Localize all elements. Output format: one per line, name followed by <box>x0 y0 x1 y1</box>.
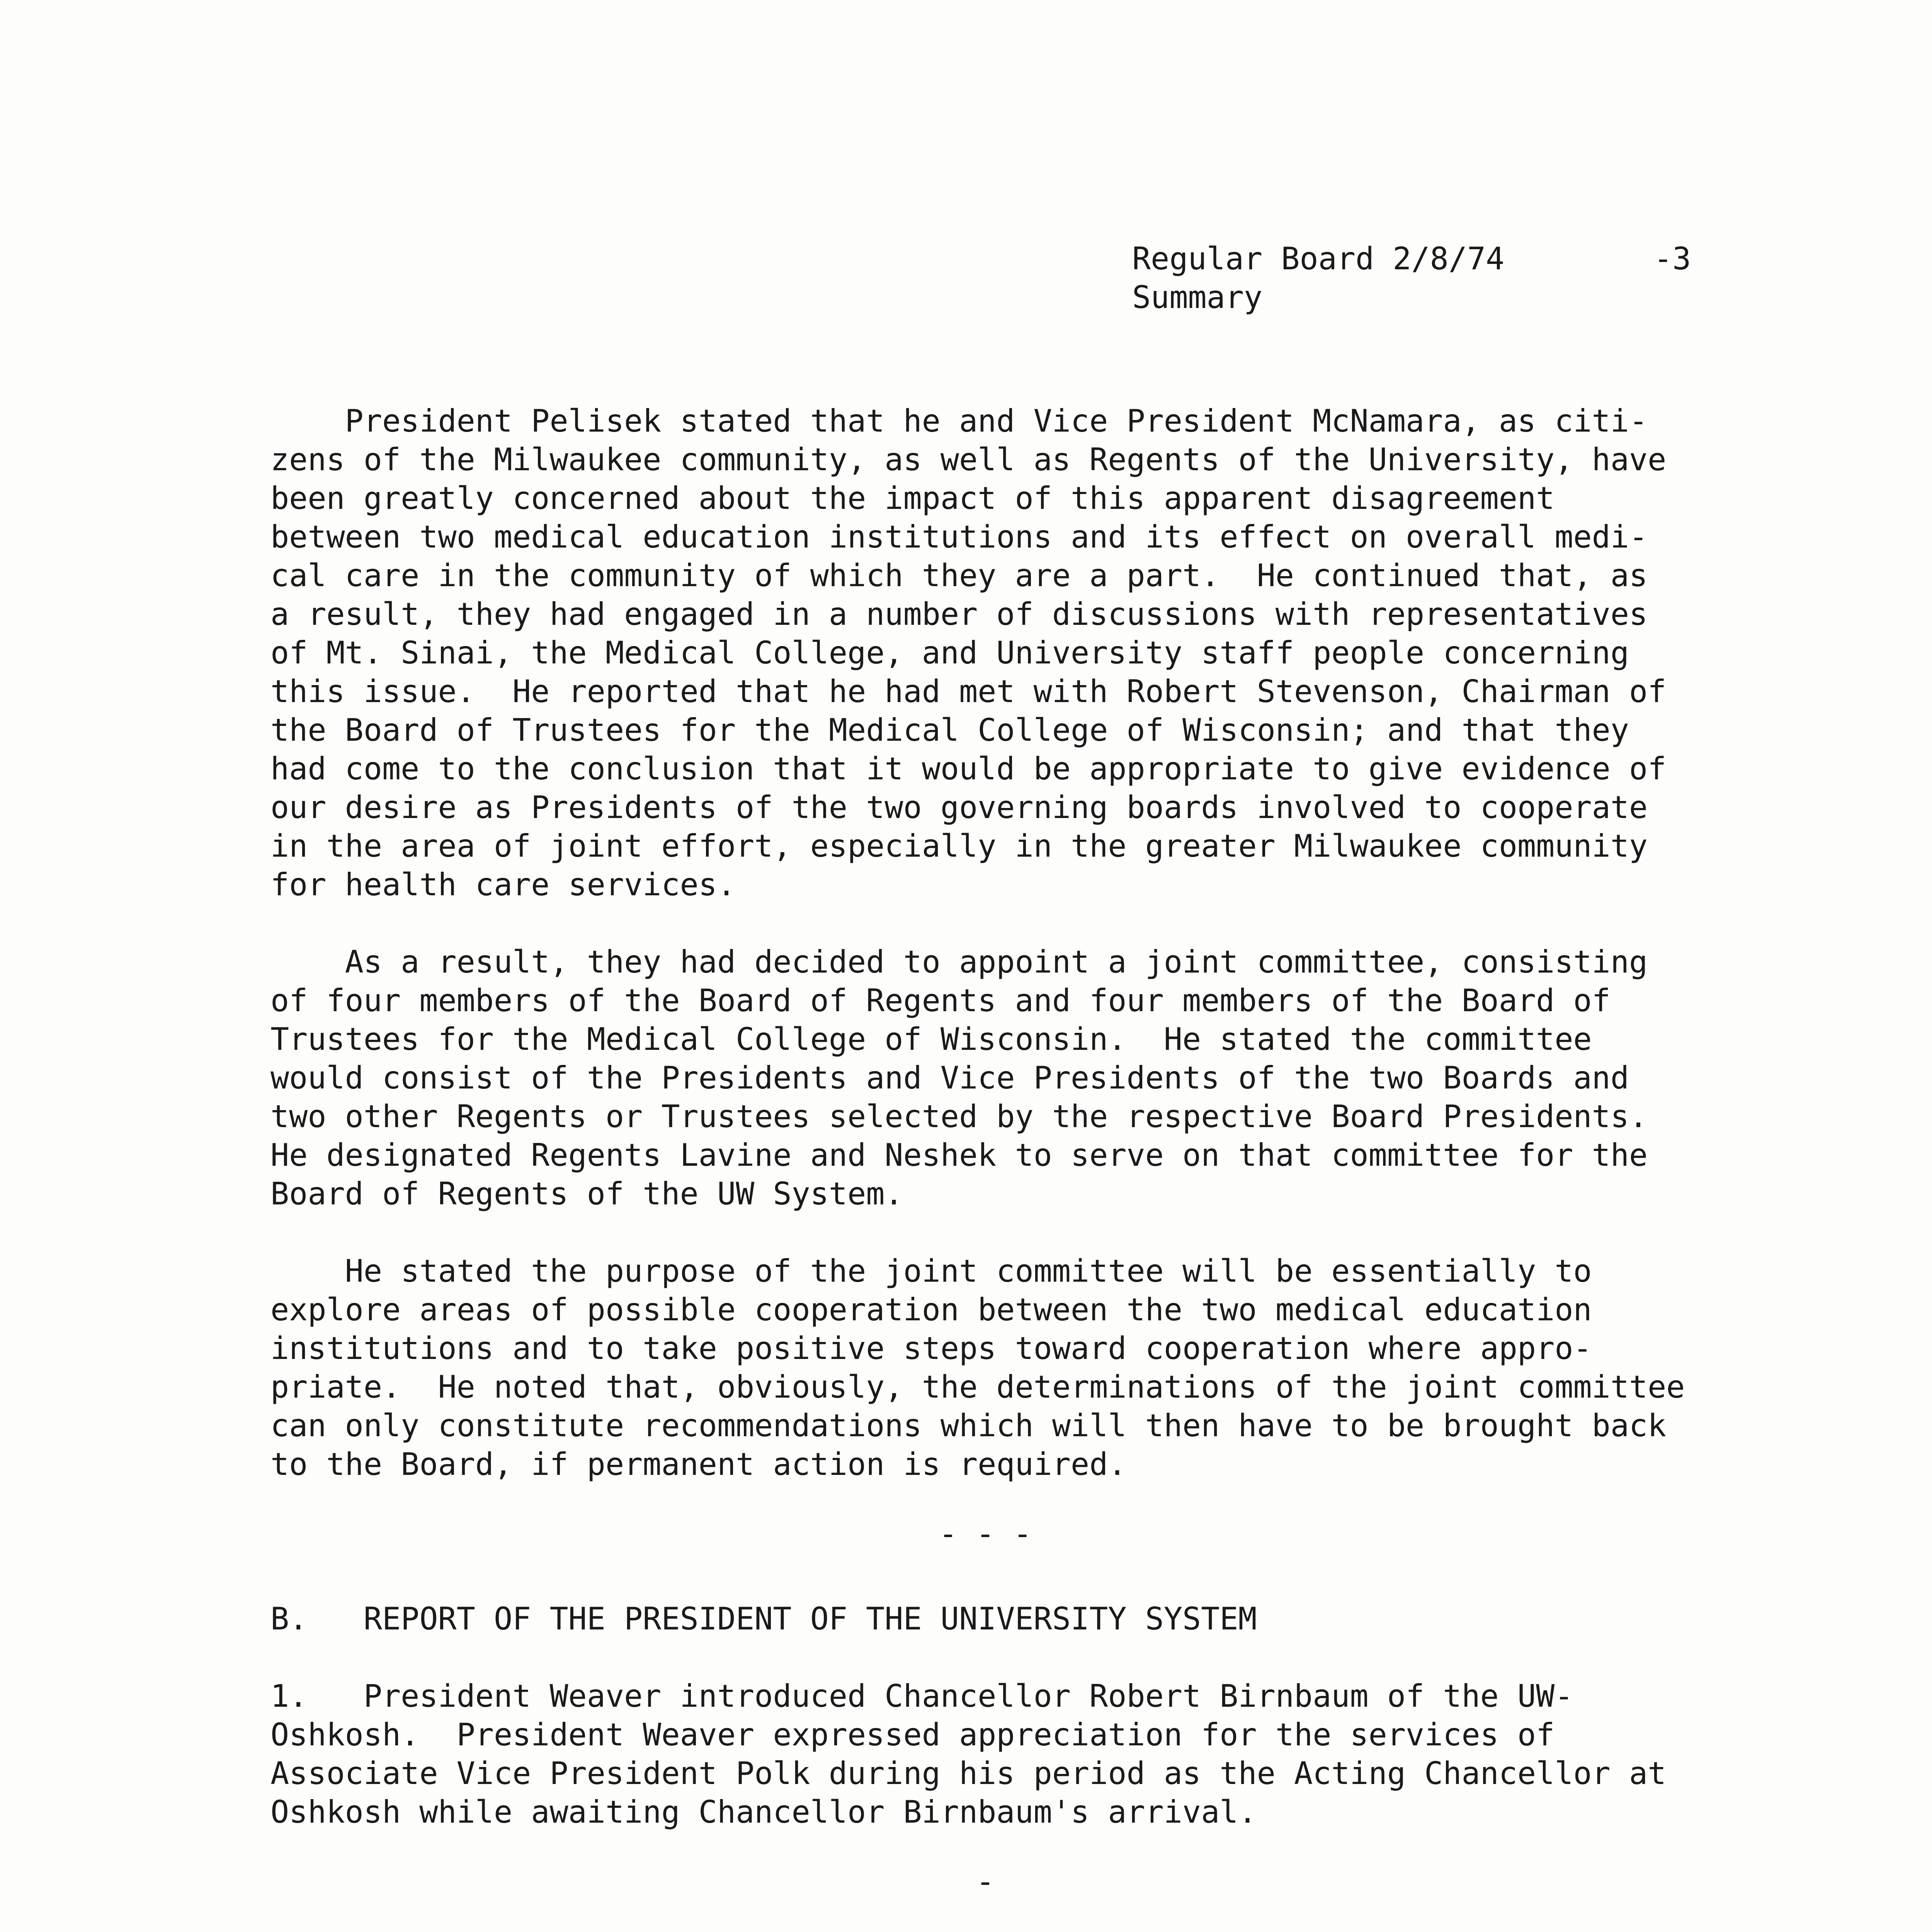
paragraph-line: As a result, they had decided to appoint a joint committee, consisting <box>270 944 1648 980</box>
paragraph-line: our desire as Presidents of the two governing boards involved to cooperate <box>270 789 1648 825</box>
paragraph-line: of four members of the Board of Regents and four members of the Board of <box>270 983 1611 1019</box>
paragraph-line: Board of Regents of the UW System. <box>270 1176 903 1212</box>
paragraph-line: President Pelisek stated that he and Vice President McNamara, as citi- <box>270 403 1648 439</box>
paragraph-line: a result, they had engaged in a number of discussions with representatives <box>270 596 1648 632</box>
item-line: Oshkosh while awaiting Chancellor Birnbaum's arrival. <box>270 1794 1257 1830</box>
paragraph-line: zens of the Milwaukee community, as well as Regents of the University, have <box>270 442 1667 478</box>
paragraph-line: cal care in the community of which they are a part. He continued that, as <box>270 558 1648 594</box>
paragraph-line: this issue. He reported that he had met with Robert Stevenson, Chairman of <box>270 673 1667 709</box>
paragraph-line: the Board of Trustees for the Medical College of Wisconsin; and that they <box>270 712 1629 748</box>
paragraph-line: between two medical education institutions and its effect on overall medi- <box>270 519 1648 555</box>
section-heading: B. REPORT OF THE PRESIDENT OF THE UNIVERSITY SYSTEM <box>270 1601 1257 1637</box>
paragraph-line: in the area of joint effort, especially in the greater Milwaukee community <box>270 828 1648 864</box>
item-separator: - <box>976 1864 995 1900</box>
paragraph-line: priate. He noted that, obviously, the determinations of the joint committee <box>270 1369 1685 1405</box>
item-line: 1. President Weaver introduced Chancellor Robert Birnbaum of the UW- <box>270 1678 1573 1714</box>
header-page-ref: -3 <box>1654 241 1691 277</box>
paragraph-line: Trustees for the Medical College of Wisconsin. He stated the committee <box>270 1021 1592 1057</box>
paragraph-line: institutions and to take positive steps toward cooperation where appro- <box>270 1330 1592 1366</box>
item-line: Oshkosh. President Weaver expressed appreciation for the services of <box>270 1717 1555 1753</box>
paragraph-line: to the Board, if permanent action is required. <box>270 1446 1127 1482</box>
paragraph-line: would consist of the Presidents and Vice Presidents of the two Boards and <box>270 1060 1629 1096</box>
paragraph-line: two other Regents or Trustees selected by the respective Board Presidents. <box>270 1099 1648 1134</box>
paragraph-line: He stated the purpose of the joint committee will be essentially to <box>270 1253 1592 1289</box>
header-subtitle: Summary <box>1132 279 1263 315</box>
paragraph-line: been greatly concerned about the impact of this apparent disagreement <box>270 480 1555 516</box>
paragraph-line: explore areas of possible cooperation between the two medical education <box>270 1292 1592 1328</box>
header-title: Regular Board 2/8/74 <box>1132 241 1505 277</box>
paragraph-line: of Mt. Sinai, the Medical College, and University staff people concerning <box>270 635 1629 671</box>
paragraph-line: He designated Regents Lavine and Neshek to serve on that committee for the <box>270 1137 1648 1173</box>
section-separator: - - - <box>939 1516 1032 1552</box>
item-line: Associate Vice President Polk during his period as the Acting Chancellor at <box>270 1755 1667 1791</box>
paragraph-line: for health care services. <box>270 867 736 903</box>
paragraph-line: had come to the conclusion that it would be appropriate to give evidence of <box>270 751 1667 787</box>
paragraph-line: can only constitute recommendations which will then have to be brought back <box>270 1408 1667 1444</box>
